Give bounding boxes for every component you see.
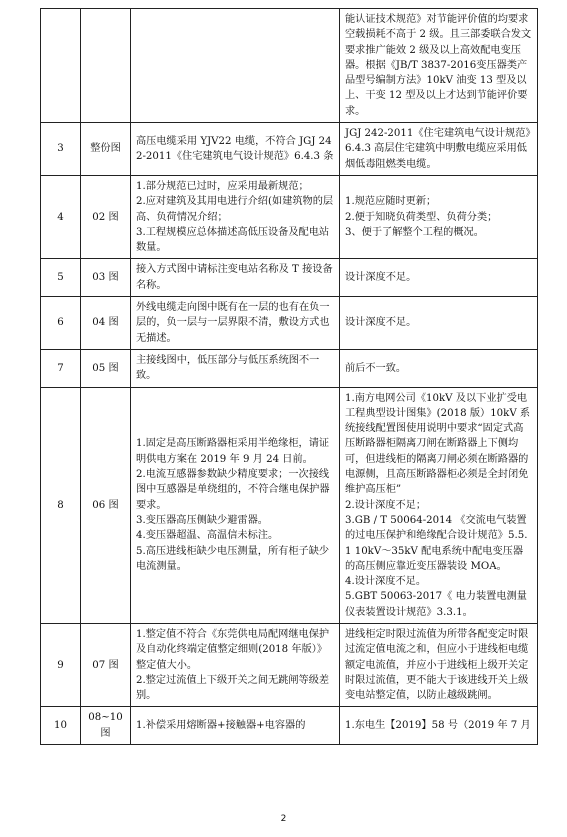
issue-cell [131, 9, 340, 123]
table-row [41, 9, 538, 123]
reason-text: 1.南方电网公司《10kV 及以下业扩受电工程典型设计图集》(2018 版）10kV 系统接线配置图使用说明中要求“固定式高压断路器柜隔离刀闸在断路器上下侧均可，但进线柜的隔离刀闸必须在断路器的电源侧，且高压断路器柜必须是全封闭免维护高压柜” [345, 392, 531, 496]
row-number: 9 [41, 623, 81, 706]
issue-cell [131, 707, 340, 745]
issue-text: 1.部分规范已过时，应采用最新规范； [136, 180, 309, 192]
reason-cell [340, 387, 538, 623]
reason-text: 2.便于知晓负荷类型、负荷分类； [345, 211, 498, 223]
page-number: 2 [280, 814, 287, 824]
drawing-reference: 06 图 [81, 387, 131, 623]
issue-text: 1.固定是高压断路器柜采用半绝缘柜，请证明供电方案在 2019 年 9 月 24 日前。 [136, 438, 330, 465]
issue-cell [131, 387, 340, 623]
issue-cell [131, 349, 340, 387]
reason-text: 3、便于了解整个工程的概况。 [345, 226, 484, 238]
drawing-reference: 04 图 [81, 297, 131, 350]
issue-text: 3.工程规模应总体描述高低压设备及配电站数量。 [136, 226, 330, 254]
row-number: 8 [41, 387, 81, 623]
reason-cell [340, 175, 538, 258]
reason-text: 5.GBT 50063-2017《 电力装置电测量仪表装置设计规范》3.3.1。 [345, 591, 527, 618]
reason-text: 设计深度不足。 [345, 272, 417, 284]
reason-cell [340, 297, 538, 350]
reason-text: 3.GB / T 50064-2014 《交流电气装置的过电压保护和绝缘配合设计规范》5.5.1 10kV～35kV 配电系统中配电变压器的高压侧应靠近变压器装设 MOA。 [345, 514, 528, 572]
issue-text: 2.整定过流值上下级开关之间无跳闸等级差别。 [136, 674, 330, 702]
reason-cell [340, 707, 538, 745]
row-number: 6 [41, 297, 81, 350]
issue-text: 4.变压器超温、高温信未标注。 [136, 530, 279, 542]
drawing-reference [81, 9, 131, 123]
row-number: 5 [41, 259, 81, 297]
reason-cell [340, 623, 538, 706]
issue-text: 外线电缆走向图中既有在一层的也有在负一层的，负一层与一层界限不清，敷设方式也无描述。 [136, 302, 330, 344]
issue-text: 2.应对建筑及其用电进行介绍(如建筑物的层高、负荷情况介绍； [136, 196, 334, 223]
row-number: 4 [41, 175, 81, 258]
reason-text: 能认证技术规范》对节能评价值的均要求空载损耗不高于 2 级。且三部委联合发文要求推广能效 2 级及以上高效配电变压器。根据《JB/T 3837-2016变压器类产品型号编制方法》10kV 油变 13 型及以上、干变 12 型及以上才达到节能评价要求。 [345, 14, 532, 117]
reason-cell [340, 123, 538, 176]
issue-text: 2.电流互感器参数缺少精度要求；一次接线图中互感器是单绕组的，不符合继电保护器要求。 [136, 469, 330, 511]
issue-cell [131, 123, 340, 176]
reason-text: 1.东电生【2019】58 号（2019 年 7 月 [345, 720, 531, 732]
table-row [41, 623, 538, 706]
reason-cell [340, 9, 538, 123]
reason-text: 1.规范应随时更新； [345, 196, 437, 208]
issue-text: 3.变压器高压侧缺少避雷器。 [136, 514, 268, 526]
row-number: 7 [41, 349, 81, 387]
reason-text: 4.设计深度不足。 [345, 576, 427, 588]
row-number: 3 [41, 123, 81, 176]
issue-text: 5.高压进线柜缺少电压测量，所有柜子缺少电流测量。 [136, 545, 330, 572]
table-row [41, 123, 538, 176]
review-table-body [41, 9, 538, 745]
reason-text: 前后不一致。 [345, 362, 407, 374]
reason-cell [340, 349, 538, 387]
drawing-reference: 07 图 [81, 623, 131, 706]
drawing-reference: 02 图 [81, 175, 131, 258]
table-row [41, 259, 538, 297]
issue-text: 1.补偿采用熔断器+接触器+电容器的 [136, 720, 306, 732]
table-row [41, 175, 538, 258]
drawing-reference: 05 图 [81, 349, 131, 387]
issue-cell [131, 623, 340, 706]
issue-text: 接入方式图中请标注变电站名称及 T 接设备名称。 [136, 264, 333, 291]
drawing-reference: 08~10 图 [81, 707, 131, 745]
table-row [41, 349, 538, 387]
table-row [41, 387, 538, 623]
reason-text: JGJ 242-2011《住宅建筑电气设计规范》6.4.3 高层住宅建筑中明敷电缆应采用低烟低毒阻燃类电缆。 [345, 128, 531, 170]
issue-cell [131, 175, 340, 258]
drawing-reference: 03 图 [81, 259, 131, 297]
issue-text: 主接线图中，低压部分与低压系统图不一致。 [136, 354, 320, 382]
issue-cell [131, 259, 340, 297]
row-number: 10 [41, 707, 81, 745]
review-table [40, 8, 538, 745]
reason-text: 设计深度不足。 [345, 317, 417, 329]
row-number [41, 9, 81, 123]
issue-text: 1.整定值不符合《东莞供电局配网继电保护及自动化终端定值整定细则(2018 年版）》整定值大小。 [136, 628, 330, 671]
issue-cell [131, 297, 340, 350]
reason-text: 进线柜定时限过流值为所带各配变定时限过流定值电流之和，但应小于进线柜电缆额定电流值，并应小于进线柜上级开关定时限过流值，更不能大于该进线开关上级变电站整定值，以防止越级跳闸。 [345, 628, 529, 702]
reason-text: 2.设计深度不足； [345, 499, 427, 511]
table-row [41, 297, 538, 350]
table-row [41, 707, 538, 745]
drawing-reference: 整份图 [81, 123, 131, 176]
issue-text: 高压电缆采用 YJV22 电缆，不符合 JGJ 242-2011《住宅建筑电气设计规范》6.4.3 条 [136, 135, 334, 163]
reason-cell [340, 259, 538, 297]
